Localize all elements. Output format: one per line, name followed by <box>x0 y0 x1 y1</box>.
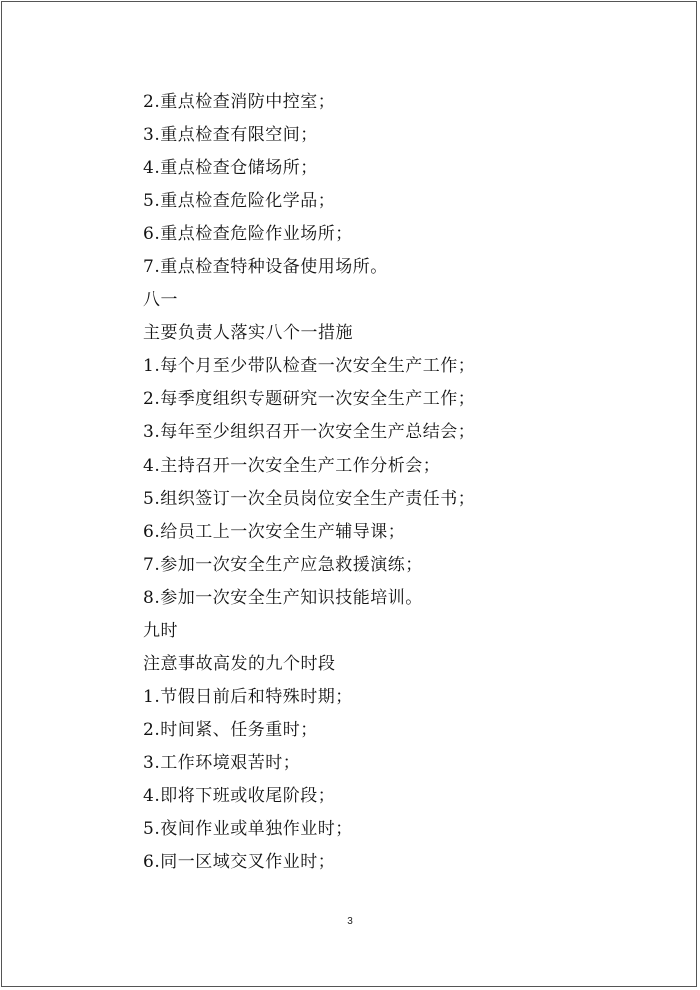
section-heading: 九时 <box>143 620 178 641</box>
document-body <box>143 86 663 879</box>
list-item: 6.同一区域交叉作业时； <box>143 852 336 873</box>
list-item: 1.每个月至少带队检查一次安全生产工作； <box>143 356 476 377</box>
list-item: 6.给员工上一次安全生产辅导课； <box>143 521 406 542</box>
list-item: 2.每季度组织专题研究一次安全生产工作； <box>143 389 476 410</box>
section-subheading: 主要负责人落实八个一措施 <box>143 323 353 344</box>
section-subheading: 注意事故高发的九个时段 <box>143 653 336 674</box>
list-item: 6.重点检查危险作业场所； <box>143 224 353 245</box>
list-item: 7.参加一次安全生产应急救援演练； <box>143 554 423 575</box>
list-item: 1.节假日前后和特殊时期； <box>143 686 353 707</box>
list-item: 5.重点检查危险化学品； <box>143 191 336 212</box>
list-item: 5.夜间作业或单独作业时； <box>143 819 353 840</box>
list-item: 3.重点检查有限空间； <box>143 125 318 146</box>
list-item: 4.主持召开一次安全生产工作分析会； <box>143 455 441 476</box>
page-number: 3 <box>347 916 353 927</box>
section-heading: 八一 <box>143 290 178 311</box>
list-item: 7.重点检查特种设备使用场所。 <box>143 257 388 278</box>
list-item: 8.参加一次安全生产知识技能培训。 <box>143 587 423 608</box>
list-item: 2.重点检查消防中控室； <box>143 92 336 112</box>
list-item: 4.重点检查仓储场所； <box>143 158 318 179</box>
list-item: 4.即将下班或收尾阶段； <box>143 785 336 806</box>
list-item: 3.工作环境艰苦时； <box>143 752 301 773</box>
list-item: 3.每年至少组织召开一次安全生产总结会； <box>143 422 476 443</box>
list-item: 2.时间紧、任务重时； <box>143 719 318 740</box>
list-item: 5.组织签订一次全员岗位安全生产责任书； <box>143 488 476 509</box>
